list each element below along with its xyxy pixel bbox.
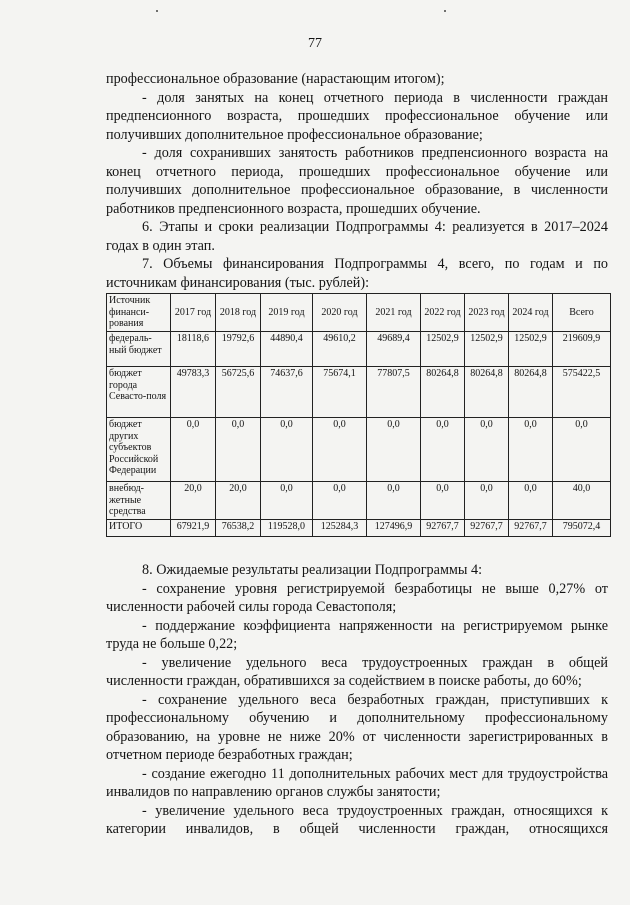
table-header-cell: 2021 год (367, 294, 421, 332)
table-cell: 76538,2 (216, 519, 261, 536)
paragraph-bullet-tension: - поддержание коэффициента напряженности на регистрируемом рынке труда не больше 0,22; (106, 617, 608, 652)
table-cell: 12502,9 (465, 332, 509, 367)
page-number: 77 (308, 36, 322, 51)
table-cell: 0,0 (313, 482, 367, 520)
table-cell: 77807,5 (367, 367, 421, 418)
scan-dot (156, 10, 158, 12)
table-cell: 18118,6 (171, 332, 216, 367)
table-cell: 219609,9 (553, 332, 611, 367)
table-cell: 75674,1 (313, 367, 367, 418)
table-cell: 0,0 (465, 418, 509, 482)
table-header-cell: Всего (553, 294, 611, 332)
table-cell: 49689,4 (367, 332, 421, 367)
scan-dot (444, 10, 446, 12)
table-row (107, 418, 611, 482)
table-cell: 19792,6 (216, 332, 261, 367)
table-row (107, 482, 611, 520)
table-cell: 20,0 (216, 482, 261, 520)
paragraph-bullet-disabled: - увеличение удельного веса трудоустроенных граждан, относящихся к категории инвалидов, в общей численности граждан, относящихся (106, 802, 608, 837)
table-header-cell: 2018 год (216, 294, 261, 332)
table-total-row (107, 519, 611, 536)
table-cell: 0,0 (216, 418, 261, 482)
table-header-cell: Источник финанси-рования (107, 294, 171, 332)
paragraph-bullet-employed-weight: - увеличение удельного веса трудоустроенных граждан в общей численности граждан, обратившихся за содействием в поиске работы, до 60%; (106, 654, 608, 689)
table-cell: 0,0 (171, 418, 216, 482)
table-cell: 0,0 (465, 482, 509, 520)
funding-table (106, 293, 611, 537)
row-label: бюджет других субъектов Российской Федерации (107, 418, 171, 482)
table-row (107, 332, 611, 367)
table-header-cell: 2024 год (509, 294, 553, 332)
table-cell: 0,0 (313, 418, 367, 482)
table-cell: 575422,5 (553, 367, 611, 418)
row-label: бюджет города Севасто-поля (107, 367, 171, 418)
table-cell: 80264,8 (509, 367, 553, 418)
table-header-cell: 2019 год (261, 294, 313, 332)
table-cell: 0,0 (509, 482, 553, 520)
paragraph-expected-results: 8. Ожидаемые результаты реализации Подпрограммы 4: (142, 562, 483, 578)
table-cell: 44890,4 (261, 332, 313, 367)
paragraph-continuation: профессиональное образование (нарастающим итогом); (106, 71, 445, 87)
table-cell: 49610,2 (313, 332, 367, 367)
table-cell: 12502,9 (509, 332, 553, 367)
table-cell: 0,0 (553, 418, 611, 482)
table-header-cell: 2017 год (171, 294, 216, 332)
paragraph-stages: 6. Этапы и сроки реализации Подпрограммы 4: реализуется в 2017–2024 годах в один этап. (106, 219, 608, 254)
table-cell: 80264,8 (421, 367, 465, 418)
paragraph-bullet-jobs: - создание ежегодно 11 дополнительных рабочих мест для трудоустройства инвалидов по направлению органов службы занятости; (106, 765, 608, 800)
row-label: внебюд-жетные средства (107, 482, 171, 520)
paragraph-bullet-unemployment: - сохранение уровня регистрируемой безработицы не выше 0,27% от численности рабочей силы города Севастополя; (106, 580, 608, 615)
paragraph-bullet-training: - сохранение удельного веса безработных граждан, приступивших к профессиональному обучению и дополнительному профессиональному образованию, на уровне не ниже 20% от численности зарегистрированных в отчетном периоде безработных граждан; (106, 691, 608, 763)
paragraph-bullet-employed-share: - доля занятых на конец отчетного периода в численности граждан предпенсионного возраста, прошедших профессиональное обучение или получивших дополнительное профессиональное образование; (106, 89, 608, 143)
table-cell: 67921,9 (171, 519, 216, 536)
table-header-cell: 2022 год (421, 294, 465, 332)
table-cell: 92767,7 (421, 519, 465, 536)
intro-text (106, 70, 608, 292)
outro-text (106, 561, 608, 839)
table-cell: 0,0 (509, 418, 553, 482)
table-cell: 125284,3 (313, 519, 367, 536)
table-cell: 56725,6 (216, 367, 261, 418)
table-cell: 74637,6 (261, 367, 313, 418)
table-cell: 0,0 (367, 418, 421, 482)
table-cell: 0,0 (367, 482, 421, 520)
table-cell: 119528,0 (261, 519, 313, 536)
table-cell: 20,0 (171, 482, 216, 520)
table-header-row (107, 294, 611, 332)
table-header-cell: 2020 год (313, 294, 367, 332)
paragraph-funding: 7. Объемы финансирования Подпрограммы 4, всего, по годам и по источникам финансирования (тыс. рублей): (106, 256, 608, 291)
table-cell: 127496,9 (367, 519, 421, 536)
table-cell: 92767,7 (465, 519, 509, 536)
table-cell: 0,0 (261, 418, 313, 482)
table-cell: 0,0 (421, 482, 465, 520)
table-cell: 40,0 (553, 482, 611, 520)
table-cell: 795072,4 (553, 519, 611, 536)
table-cell: 92767,7 (509, 519, 553, 536)
table-cell: 0,0 (421, 418, 465, 482)
table-header-cell: 2023 год (465, 294, 509, 332)
table-cell: 49783,3 (171, 367, 216, 418)
table-cell: 0,0 (261, 482, 313, 520)
table-row (107, 367, 611, 418)
row-label: ИТОГО (107, 519, 171, 536)
row-label: федераль-ный бюджет (107, 332, 171, 367)
table-cell: 80264,8 (465, 367, 509, 418)
paragraph-bullet-retained-share: - доля сохранивших занятость работников предпенсионного возраста на конец отчетного периода, прошедших профессиональное обучение или получивших дополнительное профессиональное образование, в численности работников предпенсионного возраста, прошедших обучение. (106, 145, 608, 217)
table-cell: 12502,9 (421, 332, 465, 367)
